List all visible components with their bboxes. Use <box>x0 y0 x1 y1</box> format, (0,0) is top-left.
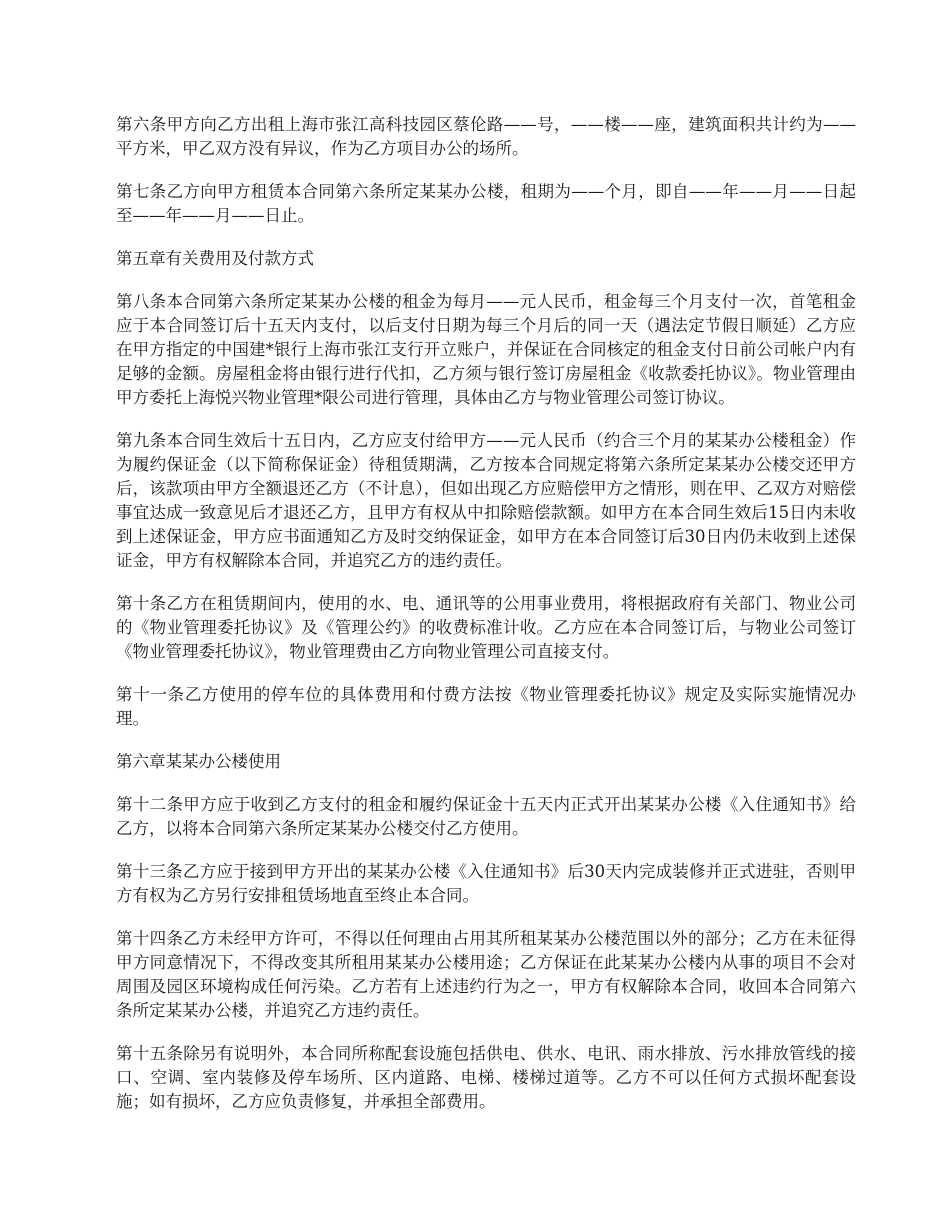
article-7-paragraph: 第七条乙方向甲方租赁本合同第六条所定某某办公楼，租期为——个月，即自——年——月——日起至——年——月——日止。 <box>116 182 856 225</box>
article-14-paragraph: 第十四条乙方未经甲方许可，不得以任何理由占用其所租某某办公楼范围以外的部分；乙方在未征得甲方同意情况下，不得改变其所租用某某办公楼用途；乙方保证在此某某办公楼内从事的项目不会对周围及园区环境构成任何污染。乙方若有上述违约行为之一，甲方有权解除本合同，收回本合同第六条所定某某办公楼，并追究乙方违约责任。 <box>116 929 856 1020</box>
article-10-paragraph: 第十条乙方在租赁期间内，使用的水、电、通讯等的公用事业费用，将根据政府有关部门、物业公司的《物业管理委托协议》及《管理公约》的收费标准计收。乙方应在本合同签订后，与物业公司签订《物业管理委托协议》，物业管理费由乙方向物业管理公司直接支付。 <box>116 594 856 661</box>
chapter-6-heading: 第六章某某办公楼使用 <box>116 752 281 771</box>
article-9-paragraph: 第九条本合同生效后十五日内，乙方应支付给甲方——元人民币（约合三个月的某某办公楼租金）作为履约保证金（以下简称保证金）待租赁期满，乙方按本合同规定将第六条所定某某办公楼交还甲方后，该款项由甲方全额退还乙方（不计息），但如出现乙方应赔偿甲方之情形，则在甲、乙双方对赔偿事宜达成一致意见后才退还乙方，且甲方有权从中扣除赔偿款额。如甲方在本合同生效后15日内未收到上述保证金，甲方应书面通知乙方及时交纳保证金，如甲方在本合同签订后30日内仍未收到上述保证金，甲方有权解除本合同，并追究乙方的违约责任。 <box>116 431 856 570</box>
article-8-paragraph: 第八条本合同第六条所定某某办公楼的租金为每月——元人民币，租金每三个月支付一次，首笔租金应于本合同签订后十五天内支付，以后支付日期为每三个月后的同一天（遇法定节假日顺延）乙方应在甲方指定的中国建*银行上海市张江支行开立账户，并保证在合同核定的租金支付日前公司帐户内有足够的金额。房屋租金将由银行进行代扣，乙方须与银行签订房屋租金《收款委托协议》。物业管理由甲方委托上海悦兴物业管理*限公司进行管理，具体由乙方与物业管理公司签订协议。 <box>116 292 856 407</box>
article-15-paragraph: 第十五条除另有说明外，本合同所称配套设施包括供电、供水、电讯、雨水排放、污水排放管线的接口、空调、室内装修及停车场所、区内道路、电梯、楼梯过道等。乙方不可以任何方式损坏配套设施；如有损坏，乙方应负责修复，并承担全部费用。 <box>116 1044 856 1111</box>
article-11-paragraph: 第十一条乙方使用的停车位的具体费用和付费方法按《物业管理委托协议》规定及实际实施情况办理。 <box>116 685 856 728</box>
article-12-paragraph: 第十二条甲方应于收到乙方支付的租金和履约保证金十五天内正式开出某某办公楼《入住通知书》给乙方，以将本合同第六条所定某某办公楼交付乙方使用。 <box>116 795 856 838</box>
article-13-paragraph: 第十三条乙方应于接到甲方开出的某某办公楼《入住通知书》后30天内完成装修并正式进驻，否则甲方有权为乙方另行安排租赁场地直至终止本合同。 <box>116 862 856 905</box>
document-body <box>116 113 856 1133</box>
chapter-5-heading: 第五章有关费用及付款方式 <box>116 249 314 268</box>
article-6-paragraph: 第六条甲方向乙方出租上海市张江高科技园区蔡伦路——号，——楼——座，建筑面积共计约为——平方米，甲乙双方没有异议，作为乙方项目办公的场所。 <box>116 115 857 158</box>
